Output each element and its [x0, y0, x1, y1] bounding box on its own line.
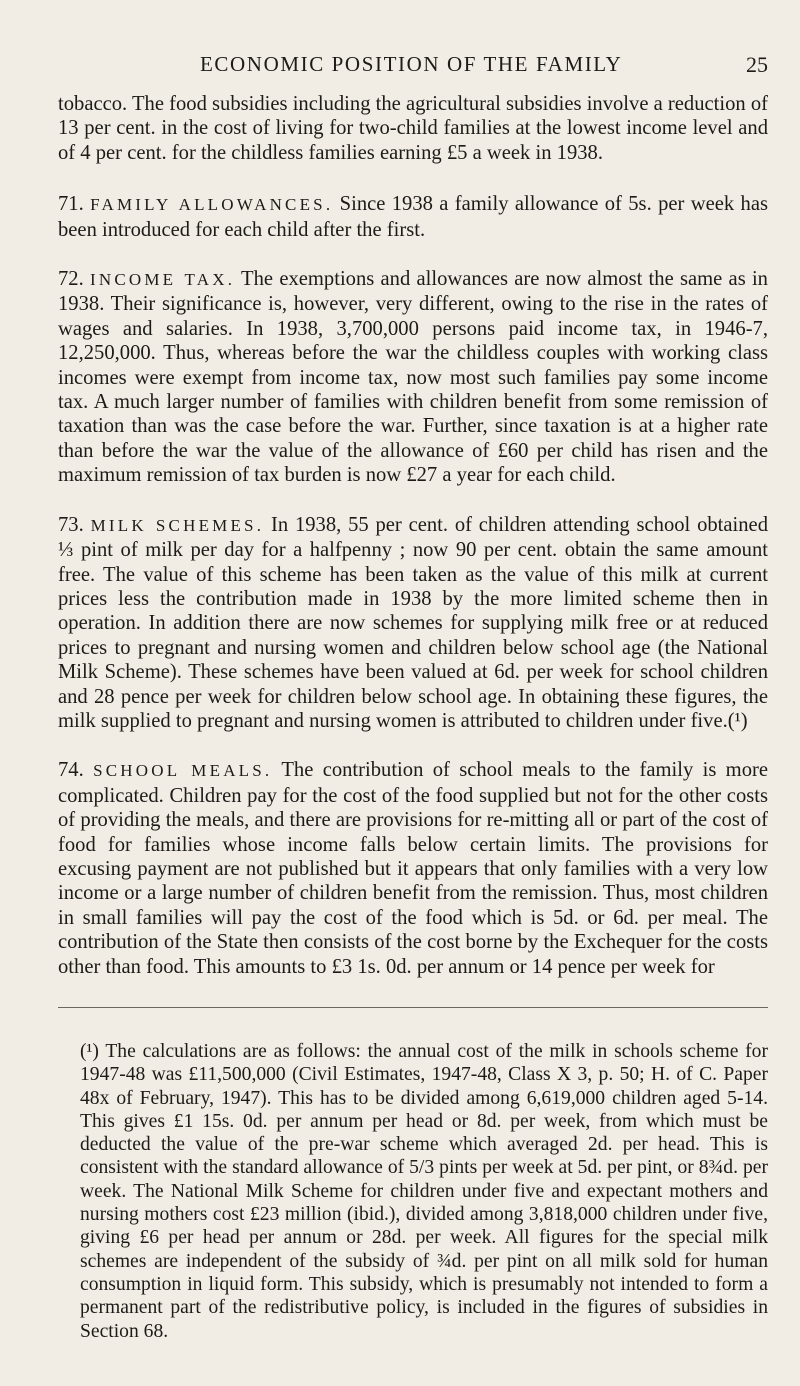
footnote-text: The calculations are as follows: the annual cost of the milk in schools scheme for 1947-48 was £11,500,000 (Civil Estimates, 1947-48, Class X 3, p. 50; H. of C. Paper 48x of February, 1947). This has to be divided among 6,619,000 children aged 5-14. This gives £1 15s. 0d. per annum per head or 8d. per week, from which must be deducted the value of the pre-war scheme which averaged 2d. per head. This is consistent with the standard allowance of 5/3 pints per week at 5d. per pint, or 8¾d. per week. The National Milk Scheme for children under five and expectant mothers and nursing mothers cost £23 million (ibid.), divided among 3,818,000 children under five, giving £6 per head per annum or 28d. per week. All figures for the special milk schemes are independent of the subsidy of ¾d. per pint on all milk sold for human consumption in liquid form. This subsidy, which is presumably not intended to form a permanent part of the redistributive policy, is included in the figures of subsidies in Section 68.: [80, 1041, 768, 1342]
page-number: 25: [746, 52, 768, 77]
section-text: The contribution of school meals to the family is more complicated. Children pay for the cost of the food supplied but not for the other costs of providing the meals, and there are provisions for re-mitting all or part of the cost of food for families whose income falls below certain limits. The provisions for excusing payment are not published but it appears that only families with a very low income or a large number of children benefit from the remission. Thus, most children in small families will pay the cost of the food which is 5d. or 6d. per meal. The contribution of the State then consists of the cost borne by the Exchequer for the costs other than food. This amounts to £3 1s. 0d. per annum or 14 pence per week for: [58, 759, 768, 978]
section-text: Since 1938 a family allowance of 5s. per week has been introduced for each child after the first.: [58, 193, 768, 241]
running-title: ECONOMIC POSITION OF THE FAMILY: [200, 52, 623, 76]
running-head: [58, 52, 768, 92]
section-74: [58, 758, 768, 979]
footnote: [58, 1040, 768, 1343]
section-number: 73.: [58, 513, 84, 536]
section-number: 74.: [58, 759, 84, 782]
lead-paragraph: tobacco. The food subsidies including the agricultural subsidies involve a reduction of 13 per cent. in the cost of living for two-child families at the lowest income level and of 4 per cent. for the childless families earning £5 a week in 1938.: [58, 93, 768, 164]
section-heading: FAMILY ALLOWANCES.: [90, 195, 334, 215]
section-71: [58, 192, 768, 242]
section-heading: INCOME TAX.: [90, 270, 236, 290]
section-73: [58, 513, 768, 734]
footnote-marker: (¹): [80, 1041, 99, 1062]
section-number: 72.: [58, 268, 84, 291]
section-number: 71.: [58, 193, 84, 216]
section-text: In 1938, 55 per cent. of children attending school obtained ⅓ pint of milk per day for a halfpenny ; now 90 per cent. obtain the same amount free. The value of this scheme has been taken as the value of this milk at current prices less the contribution made in 1938 by the more limited scheme then in operation. In addition there are now schemes for supplying milk free or at reduced prices to pregnant and nursing women and children below school age (the National Milk Scheme). These schemes have been valued at 6d. per week for school children and 28 pence per week for children below school age. In obtaining these figures, the milk supplied to pregnant and nursing women is attributed to children under five.(¹): [58, 513, 768, 732]
document-page: [58, 0, 768, 1362]
section-72: [58, 267, 768, 488]
footnote-divider: [58, 1007, 768, 1008]
section-heading: SCHOOL MEALS.: [93, 761, 273, 781]
body-text: [58, 92, 768, 979]
section-heading: MILK SCHEMES.: [90, 515, 265, 535]
section-text: The exemptions and allowances are now almost the same as in 1938. Their significance is, however, very different, owing to the rise in the rates of wages and salaries. In 1938, 3,700,000 persons paid income tax, in 1946-7, 12,250,000. Thus, whereas before the war the childless couples with working class incomes were exempt from income tax, now most such families pay some income tax. A much larger number of families with children benefit from some remission of taxation than was the case before the war. Further, since taxation is at a higher rate than before the war the value of the allowance of £60 per child has risen and the maximum remission of tax burden is now £27 a year for each child.: [58, 268, 768, 487]
